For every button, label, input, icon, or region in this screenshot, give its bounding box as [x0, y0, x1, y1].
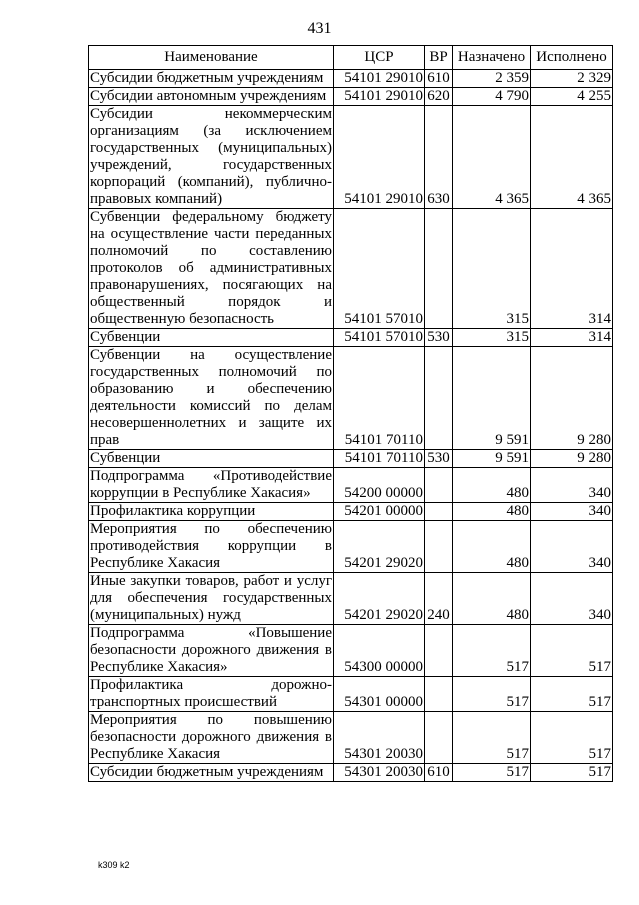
row-assigned: 315 — [453, 209, 531, 329]
header-assigned: Назначено — [453, 46, 531, 70]
row-name: Субвенции — [89, 450, 334, 468]
row-vr — [425, 209, 453, 329]
row-executed: 9 280 — [531, 347, 613, 450]
row-name: Субвенции федеральному бюджету на осуществление части переданных полномочий по составлению протоколов об административных правонарушениях, посягающих на общественный порядок и общественную безопасность — [90, 209, 332, 327]
header-name: Наименование — [89, 46, 334, 70]
row-executed: 517 — [531, 712, 613, 764]
row-csr: 54201 29020 — [334, 521, 425, 573]
row-csr: 54101 29010 — [334, 106, 425, 209]
table-row — [89, 106, 613, 209]
table-row — [89, 329, 613, 347]
row-assigned: 517 — [453, 764, 531, 782]
row-assigned: 9 591 — [453, 347, 531, 450]
row-vr: 240 — [425, 573, 453, 625]
row-assigned: 4 365 — [453, 106, 531, 209]
table-row — [89, 503, 613, 521]
footer-code: k309 k2 — [98, 860, 130, 870]
row-executed: 4 255 — [531, 88, 613, 106]
row-csr: 54101 29010 — [334, 88, 425, 106]
row-name: Субсидии бюджетным учреждениям — [89, 764, 334, 782]
row-assigned: 517 — [453, 712, 531, 764]
row-name: Субвенции — [89, 329, 334, 347]
row-csr: 54101 70110 — [334, 347, 425, 450]
row-vr: 610 — [425, 764, 453, 782]
row-vr: 530 — [425, 329, 453, 347]
row-name: Мероприятия по повышению безопасности дорожного движения в Республике Хакасия — [90, 712, 332, 762]
row-executed: 314 — [531, 329, 613, 347]
row-assigned: 480 — [453, 521, 531, 573]
table-row — [89, 347, 613, 450]
row-csr: 54101 57010 — [334, 329, 425, 347]
header-vr: ВР — [425, 46, 453, 70]
page-number: 431 — [307, 20, 332, 37]
row-assigned: 480 — [453, 468, 531, 503]
row-executed: 517 — [531, 764, 613, 782]
row-executed: 9 280 — [531, 450, 613, 468]
row-csr: 54201 29020 — [334, 573, 425, 625]
table-row — [89, 209, 613, 329]
row-vr — [425, 521, 453, 573]
row-csr: 54301 20030 — [334, 764, 425, 782]
budget-table — [88, 45, 613, 782]
row-vr — [425, 347, 453, 450]
row-name: Подпрограмма «Противодействие коррупции в Республике Хакасия» — [90, 468, 332, 501]
row-executed: 314 — [531, 209, 613, 329]
row-assigned: 480 — [453, 573, 531, 625]
table-row — [89, 712, 613, 764]
row-csr: 54301 00000 — [334, 677, 425, 712]
row-assigned: 2 359 — [453, 70, 531, 88]
row-name: Иные закупки товаров, работ и услуг для обеспечения государственных (муниципальных) нужд — [90, 573, 332, 623]
row-executed: 340 — [531, 468, 613, 503]
row-csr: 54301 20030 — [334, 712, 425, 764]
row-name: Субсидии автономным учреждениям — [89, 88, 334, 106]
row-executed: 340 — [531, 521, 613, 573]
table-row — [89, 764, 613, 782]
row-vr — [425, 468, 453, 503]
row-vr — [425, 677, 453, 712]
row-csr: 54101 70110 — [334, 450, 425, 468]
row-assigned: 517 — [453, 677, 531, 712]
row-assigned: 4 790 — [453, 88, 531, 106]
row-name: Профилактика коррупции — [89, 503, 334, 521]
row-csr: 54101 57010 — [334, 209, 425, 329]
row-name: Субсидии бюджетным учреждениям — [89, 70, 334, 88]
row-name: Субсидии некоммерческим организациям (за исключением государственных (муниципальных) учреждений, государственных корпораций (компаний), публично-правовых компаний) — [90, 106, 332, 207]
row-vr: 630 — [425, 106, 453, 209]
table-row — [89, 88, 613, 106]
table-row — [89, 521, 613, 573]
row-vr: 530 — [425, 450, 453, 468]
table-row — [89, 450, 613, 468]
row-name: Подпрограмма «Повышение безопасности дорожного движения в Республике Хакасия» — [90, 625, 332, 675]
header-executed: Исполнено — [531, 46, 613, 70]
row-assigned: 9 591 — [453, 450, 531, 468]
table-row — [89, 573, 613, 625]
row-csr: 54201 00000 — [334, 503, 425, 521]
table-row — [89, 70, 613, 88]
header-csr: ЦСР — [334, 46, 425, 70]
row-name: Профилактика дорожно-транспортных происшествий — [90, 677, 332, 710]
table-row — [89, 468, 613, 503]
row-vr: 610 — [425, 70, 453, 88]
row-executed: 340 — [531, 573, 613, 625]
row-csr: 54300 00000 — [334, 625, 425, 677]
row-executed: 517 — [531, 677, 613, 712]
row-executed: 517 — [531, 625, 613, 677]
row-vr — [425, 625, 453, 677]
row-assigned: 480 — [453, 503, 531, 521]
row-vr: 620 — [425, 88, 453, 106]
row-vr — [425, 712, 453, 764]
row-name: Субвенции на осуществление государственных полномочий по образованию и обеспечению деятельности комиссий по делам несовершеннолетних и защите их прав — [90, 347, 332, 448]
table-row — [89, 625, 613, 677]
row-vr — [425, 503, 453, 521]
row-assigned: 517 — [453, 625, 531, 677]
table-header-row — [89, 46, 613, 70]
table-row — [89, 677, 613, 712]
row-assigned: 315 — [453, 329, 531, 347]
row-executed: 4 365 — [531, 106, 613, 209]
row-name: Мероприятия по обеспечению противодействия коррупции в Республике Хакасия — [90, 521, 332, 571]
row-executed: 2 329 — [531, 70, 613, 88]
row-csr: 54200 00000 — [334, 468, 425, 503]
row-executed: 340 — [531, 503, 613, 521]
row-csr: 54101 29010 — [334, 70, 425, 88]
